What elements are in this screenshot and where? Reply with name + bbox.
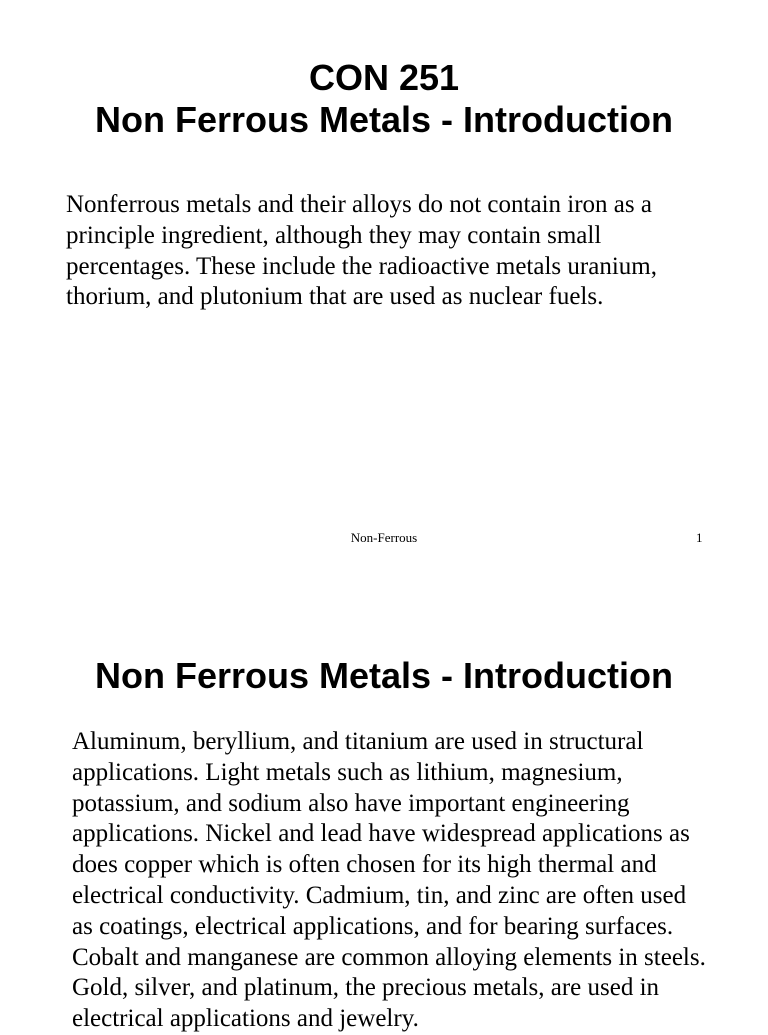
slide-footer-label: Non-Ferrous — [350, 530, 418, 545]
course-code: CON 251 — [308, 57, 460, 98]
slide-1-body: Nonferrous metals and their alloys do not contain iron as a principle ingredient, although they may contain small percentages. These include the radioactive metals uranium, thorium, and plutonium that are used as nuclear fuels. — [66, 191, 657, 311]
slide-1-title — [0, 57, 768, 141]
slide-2 — [0, 576, 768, 1033]
slide-page-number: 1 — [696, 530, 703, 545]
slide-2-title: Non Ferrous Metals - Introduction — [94, 655, 673, 696]
slide-1-heading: Non Ferrous Metals - Introduction — [94, 99, 673, 140]
slide-2-body: Aluminum, beryllium, and titanium are used in structural applications. Light metals such as lithium, magnesium, potassium, and sodium also have important engineering applications. Nickel and lead have widespread applications as does copper which is often chosen for its high thermal and electrical conductivity. Cadmium, tin, and zinc are often used as coatings, electrical applications, and for bearing surfaces. Cobalt and manganese are common alloying elements in steels. Gold, silver, and platinum, the precious metals, are used in electrical applications and jewelry. — [72, 728, 706, 1033]
